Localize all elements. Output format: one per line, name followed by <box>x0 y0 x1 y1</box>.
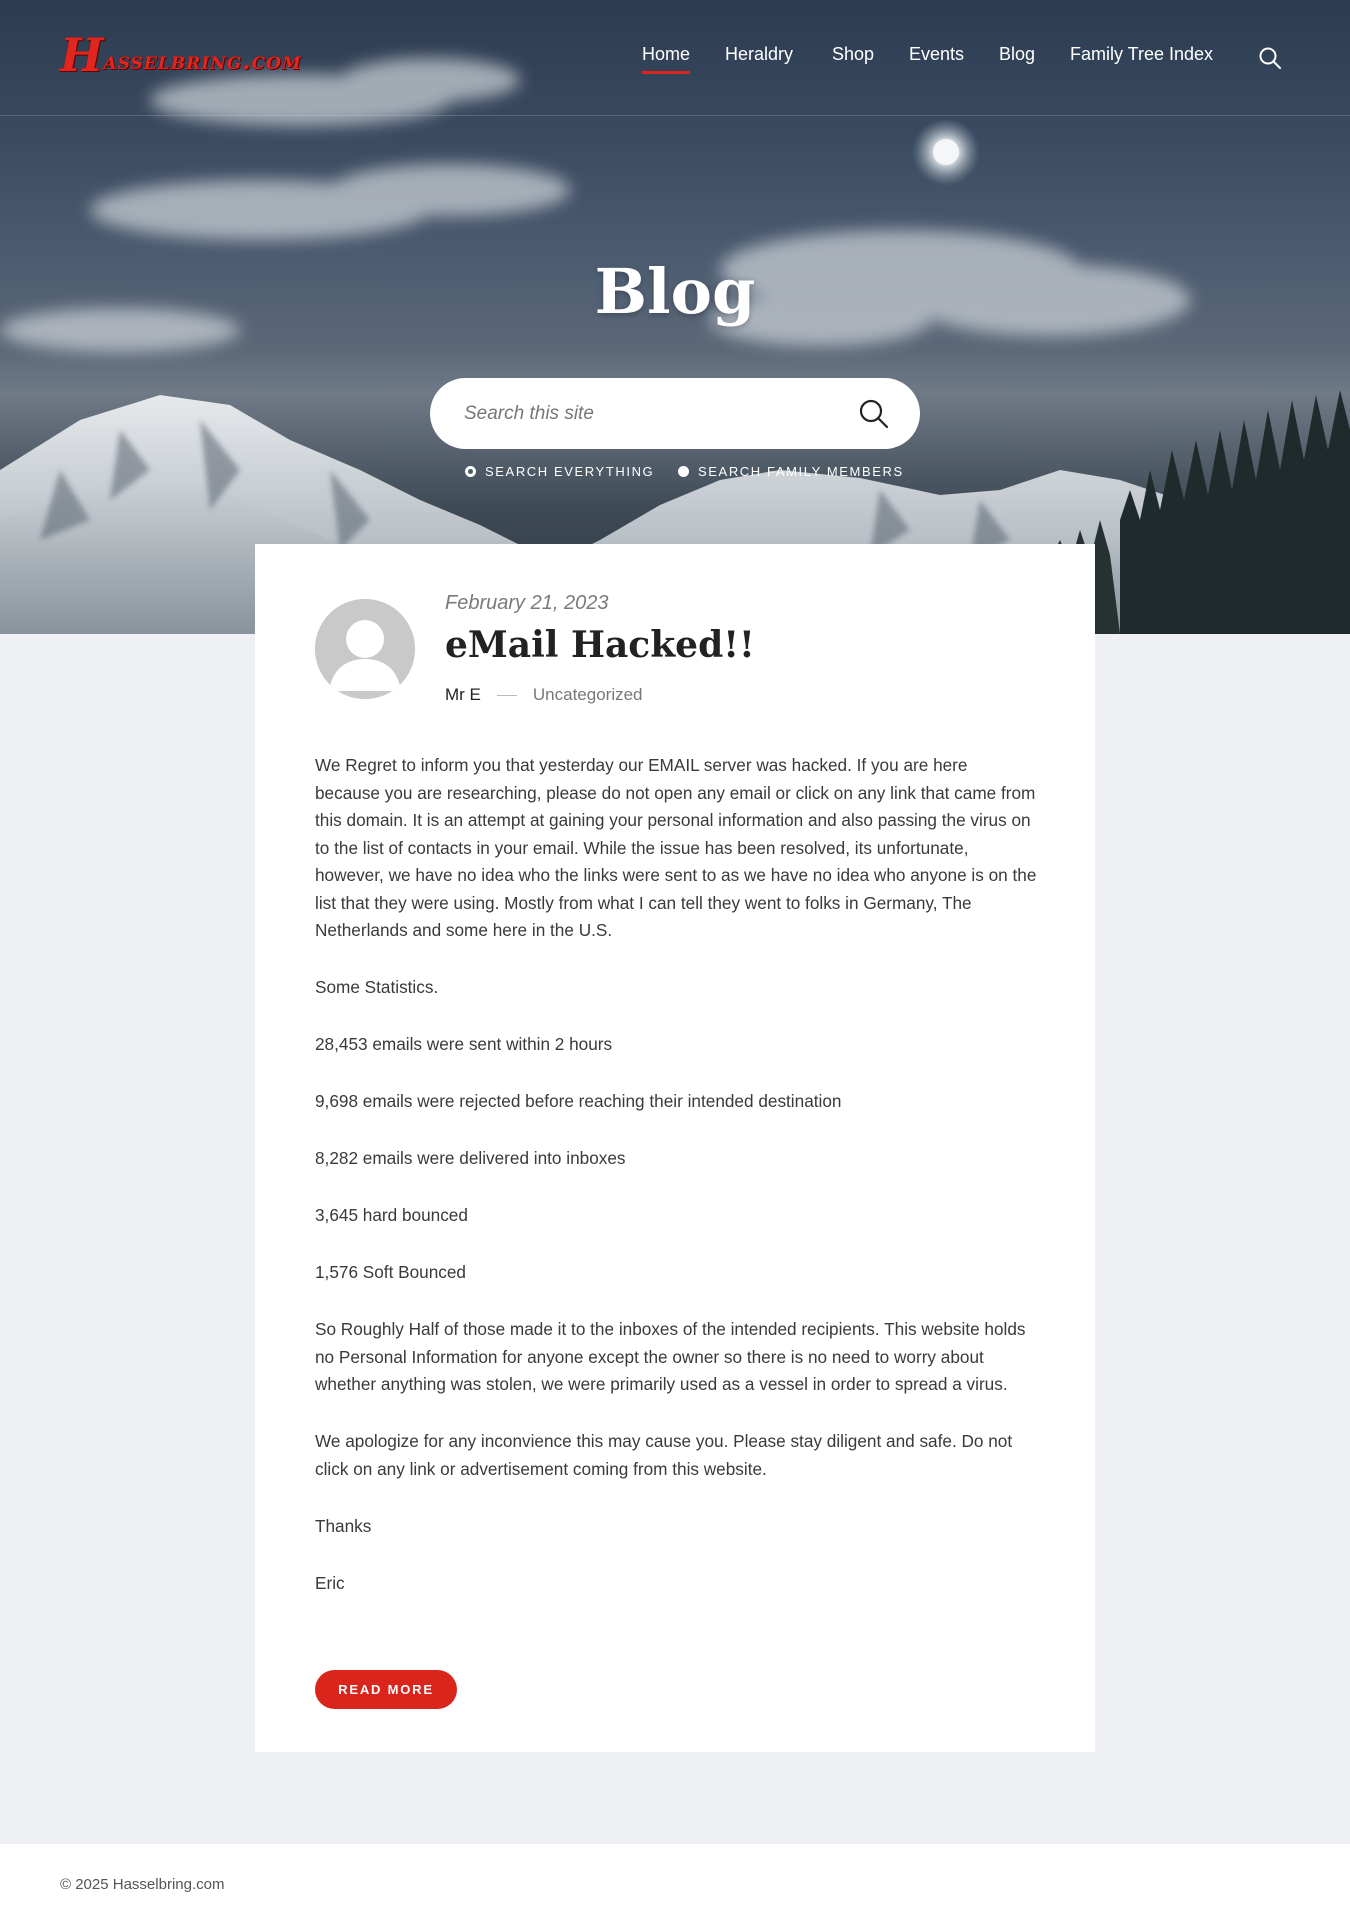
copyright-text: © 2025 Hasselbring.com <box>60 1876 225 1893</box>
page-title: Blog <box>594 255 756 328</box>
post-paragraph: 1,576 Soft Bounced <box>315 1262 466 1282</box>
search-input[interactable] <box>464 396 844 432</box>
radio-selected-icon <box>465 466 476 477</box>
post-paragraph: Some Statistics. <box>315 977 439 997</box>
post-paragraph: 8,282 emails were delivered into inboxes <box>315 1148 626 1168</box>
default-avatar-icon <box>315 599 415 699</box>
post-paragraph: 28,453 emails were sent within 2 hours <box>315 1034 613 1054</box>
search-scope-options <box>0 464 1350 484</box>
site-header <box>0 0 1350 116</box>
post-paragraph: So Roughly Half of those made it to the inboxes of the intended recipients. This website holds no Personal Information for anyone except the owner so there is no need to worry about whether anything was stolen, we were primarily used as a vessel in order to spread a virus. <box>315 1319 1026 1394</box>
post-paragraph: Thanks <box>315 1515 372 1536</box>
hero-banner <box>0 0 1350 634</box>
nav-item-family-tree-index[interactable]: Family Tree Index <box>1070 44 1214 64</box>
search-family-members-radio[interactable] <box>678 464 904 479</box>
read-more-button[interactable]: READ MORE <box>315 1670 457 1709</box>
post-category[interactable]: Uncategorized <box>532 685 643 704</box>
meta-divider <box>497 695 517 696</box>
post-content <box>315 752 1037 1627</box>
logo-text: asselbring.com <box>103 46 302 75</box>
radio-unselected-icon <box>678 466 689 477</box>
post-paragraph: Eric <box>315 1572 345 1593</box>
post-title[interactable]: eMail Hacked!! <box>445 624 755 666</box>
post-date: February 21, 2023 <box>445 592 609 614</box>
logo-initial: H <box>60 28 104 82</box>
post-paragraph: 9,698 emails were rejected before reaching their intended destination <box>315 1091 842 1111</box>
search-icon <box>858 398 890 430</box>
radio-label: SEARCH EVERYTHING <box>485 464 655 479</box>
post-meta <box>445 685 643 705</box>
post-paragraph: We Regret to inform you that yesterday our EMAIL server was hacked. If you are here because you are researching, please do not open any email or click on any link that came from this domain. It is an attempt at gaining your personal information and also passing the virus on to the list of contacts in your email. While the issue has been resolved, its unfortunate, however, we have no idea who the links were sent to as we have no idea who anyone is on the list that they were using. Mostly from what I can tell they went to folks in Germany, The Netherlands and some here in the U.S. <box>315 755 1037 940</box>
post-paragraph: We apologize for any inconvience this may cause you. Please stay diligent and safe. Do not click on any link or advertisement coming from this website. <box>315 1431 1013 1479</box>
site-footer <box>0 1844 1350 1928</box>
blog-post-card <box>255 544 1095 1752</box>
nav-item-events[interactable]: Events <box>909 44 965 64</box>
search-submit-button[interactable] <box>858 398 890 430</box>
search-icon[interactable] <box>1258 46 1282 70</box>
search-everything-radio[interactable] <box>465 464 654 479</box>
post-author[interactable]: Mr E <box>445 685 481 704</box>
post-paragraph: 3,645 hard bounced <box>315 1205 468 1225</box>
nav-item-home[interactable]: Home <box>642 44 690 74</box>
radio-label: SEARCH FAMILY MEMBERS <box>698 464 904 479</box>
site-logo[interactable] <box>60 28 302 82</box>
nav-item-shop[interactable]: Shop <box>832 44 875 64</box>
nav-item-blog[interactable]: Blog <box>999 44 1036 64</box>
site-search-form <box>430 378 920 449</box>
nav-item-heraldry[interactable]: Heraldry <box>725 44 794 64</box>
